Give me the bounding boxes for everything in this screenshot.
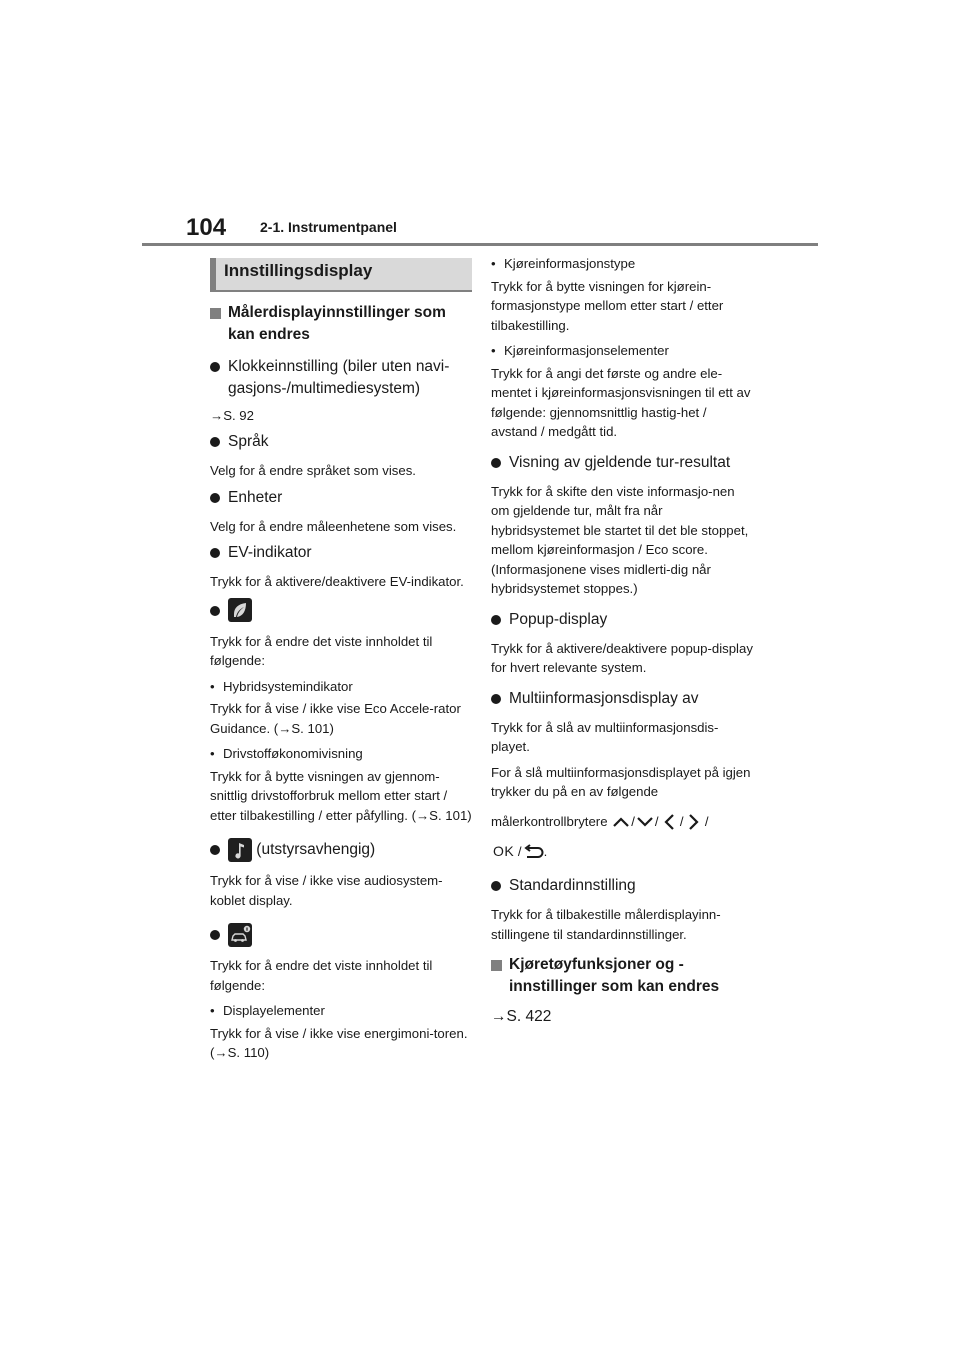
arrow-icon: → [210,408,224,423]
eco-bullet-2-text: Trykk for å bytte visningen av gjennom-snittlig drivstofforbruk mellom etter start / etter tilbakestilling / etter påfylling. (→S. 101) [210,768,472,823]
audio-text: Trykk for å vise / ikke vise audiosystem-koblet display. [210,873,443,908]
right-bullet-1-text: Trykk for å bytte visningen for kjørein-formasjonstype mellom etter start / etter tilbakestilling. [491,278,724,333]
section-title: Innstillingsdisplay [210,258,472,292]
separator: / [679,813,684,829]
arrow-icon: → [415,807,430,823]
right-bullet-2-text: Trykk for å angi det første og andre ele-mentet i kjøreinformasjonsvisningen til ett av følgende: gjennomsnittlig hastig-het / avstand / medgått tid. [491,365,751,439]
standard-text: Trykk for å tilbakestille målerdisplayinn-stillingene til standardinnstillinger. [491,907,721,942]
leaf-icon [228,598,252,622]
language-text: Velg for å endre språket som vises. [210,463,416,478]
popup-text: Trykk for å aktivere/deaktivere popup-display for hvert relevante system. [491,640,753,675]
chevron-left-icon [662,812,676,832]
eco-text: Trykk for å endre det viste innholdet til følgende: [210,633,433,668]
ok-label: OK [493,842,515,859]
eco-bullet-2: • Drivstofføkonomivisning [210,744,472,764]
mid-text: Trykk for å slå av multiinformasjonsdis-playet. [491,719,719,754]
chevron-up-icon [611,815,631,829]
right-bullet-1: • Kjøreinformasjonstype [491,254,753,274]
eco-bullet-1: • Hybridsystemindikator [210,677,472,697]
trip-text: Trykk for å skifte den viste informasjo-nen om gjeldende tur, målt fra når hybridsystemet ble startet til det ble stoppet, mellom kjøreinformasjon / Eco score. (Informasjonene vises midlerti-dig når hybridsystemet stoppes.) [491,483,749,596]
eco-bullet-1-text: Trykk for å vise / ikke vise Eco Accele-rator Guidance. (→S. 101) [210,701,461,736]
item-trip-result: Visning av gjeldende tur-resultat [491,452,753,474]
item-eco [210,598,472,624]
arrow-icon: → [491,1008,507,1025]
ev-text: Trykk for å aktivere/deaktivere EV-indikator. [210,574,464,589]
item-popup: Popup-display [491,609,753,631]
chevron-down-icon [635,815,655,829]
item-units: Enheter [210,487,472,509]
chevron-right-icon [687,812,701,832]
item-standard: Standardinnstilling [491,875,753,897]
header-rule [142,243,818,246]
clock-ref[interactable]: →S. 92 [210,408,254,423]
separator: / [517,843,522,859]
separator: / [631,813,635,829]
subheading-meter-settings: Målerdisplayinnstillinger som kan endres [210,302,472,346]
right-bullet-2: • Kjøreinformasjonselementer [491,341,753,361]
music-note-icon [228,838,252,862]
separator: / [704,813,709,829]
vehicle-functions-ref[interactable]: →S. 422 [491,1008,552,1025]
page-number: 104 [186,214,227,241]
item-clock: Klokkeinnstilling (biler uten navi-gasjons-/multimediesystem) [210,356,472,400]
arrow-icon: → [278,720,292,736]
vehicle-text: Trykk for å endre det viste innholdet til følgende: [210,958,433,993]
mid-text-4: OK / . [493,842,548,859]
chapter-title: 2-1. Instrumentpanel [260,219,397,235]
vehicle-bullet-1-text: Trykk for å vise / ikke vise energimoni-toren. (→S. 110) [210,1025,468,1060]
back-icon [522,844,544,860]
separator: / [654,813,659,829]
mid-text-2: For å slå multiinformasjonsdisplayet på igjen trykker du på en av følgende [491,764,751,799]
item-vehicle [210,922,472,948]
mid-text-3: målerkontrollbrytere / / / / [491,808,753,836]
item-ev: EV-indikator [210,542,472,564]
item-language: Språk [210,431,472,453]
left-column [210,258,472,1069]
item-audio: (utstyrsavhengig) [210,837,472,863]
subheading-vehicle-functions: Kjøretøyfunksjoner og -innstillinger som kan endres [491,954,753,998]
vehicle-bullet-1: • Displayelementer [210,1001,472,1021]
units-text: Velg for å endre måleenhetene som vises. [210,518,457,534]
vehicle-info-icon [228,923,252,947]
item-mid-off: Multiinformasjonsdisplay av [491,688,753,710]
arrow-icon: → [214,1045,228,1060]
right-column [491,254,753,1026]
